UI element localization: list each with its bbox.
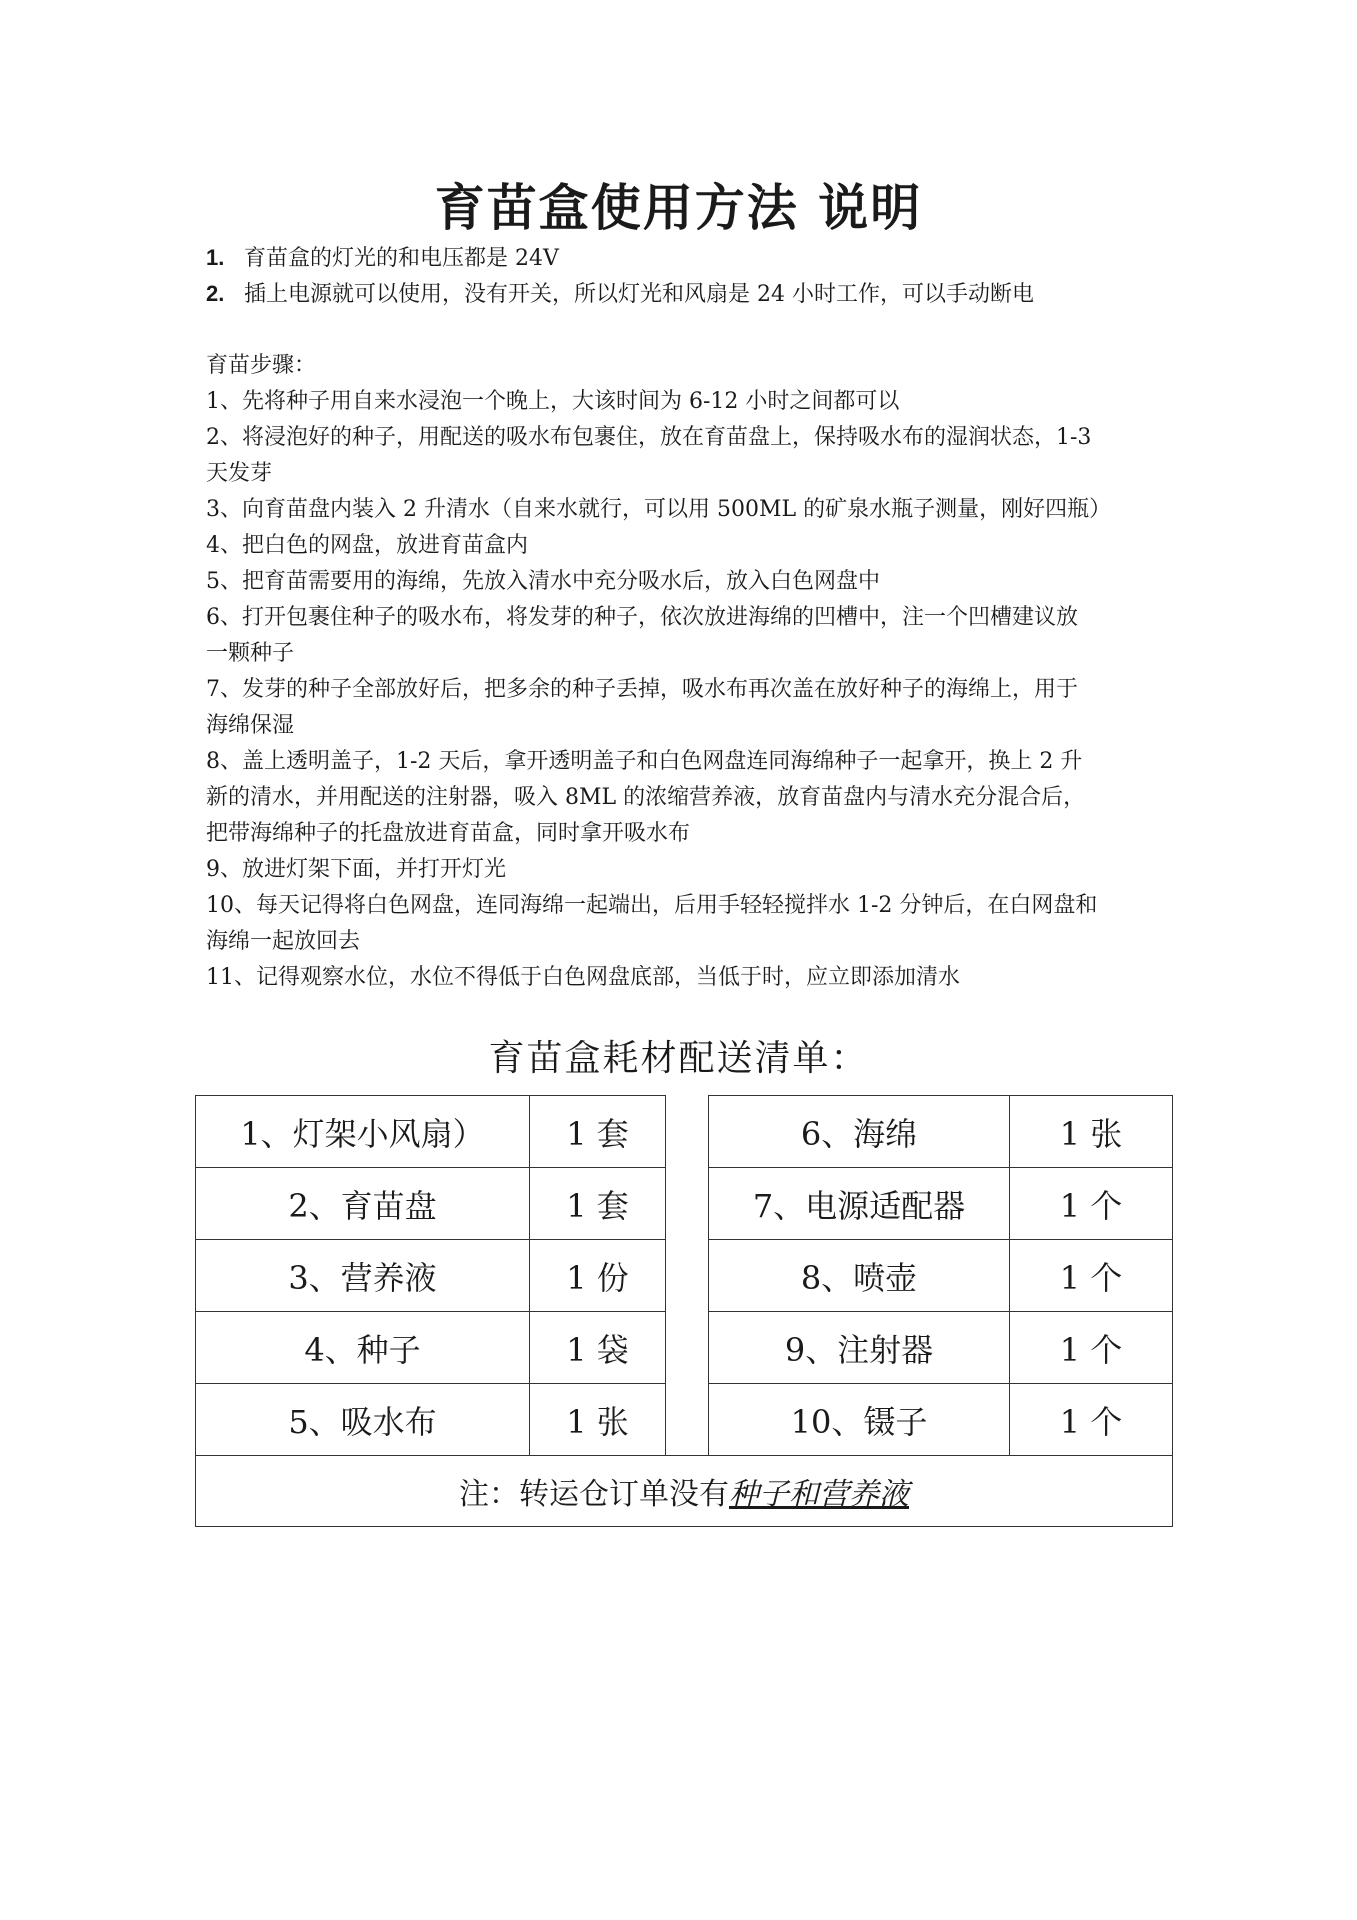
notes-list (206, 240, 1166, 312)
step-line: 11、记得观察水位，水位不得低于白色网盘底部，当低于时，应立即添加清水 (206, 965, 960, 990)
column-gap (666, 1096, 709, 1168)
note-item (206, 276, 1166, 312)
note-number: 2. (206, 281, 225, 306)
item-quantity: 1 个 (1010, 1168, 1173, 1240)
step-line: 4、把白色的网盘，放进育苗盒内 (206, 533, 528, 558)
item-name: 3、营养液 (196, 1240, 530, 1312)
item-name: 7、电源适配器 (709, 1168, 1010, 1240)
item-quantity: 1 个 (1010, 1384, 1173, 1456)
item-name: 10、镊子 (709, 1384, 1010, 1456)
item-quantity: 1 个 (1010, 1312, 1173, 1384)
table-row (196, 1168, 1173, 1240)
step-line: 3、向育苗盘内装入 2 升清水（自来水就行，可以用 500ML 的矿泉水瓶子测量，刚好四瓶） (206, 497, 1112, 522)
supplies-heading: 育苗盒耗材配送清单： (488, 1038, 869, 1079)
table-row (196, 1240, 1173, 1312)
footnote-cell (196, 1456, 1173, 1527)
item-name: 1、灯架小风扇） (196, 1096, 530, 1168)
steps-list (206, 384, 1166, 996)
note-text: 插上电源就可以使用，没有开关，所以灯光和风扇是 24 小时工作，可以手动断电 (244, 282, 1034, 307)
step-line: 一颗种子 (206, 641, 295, 666)
step-line: 把带海绵种子的托盘放进育苗盒，同时拿开吸水布 (206, 821, 691, 846)
item-name: 9、注射器 (709, 1312, 1010, 1384)
column-gap (666, 1312, 709, 1384)
table-row (196, 1384, 1173, 1456)
column-gap (666, 1384, 709, 1456)
page-title: 育苗盒使用方法 说明 (434, 178, 923, 237)
step-line: 天发芽 (206, 461, 273, 486)
item-name: 5、吸水布 (196, 1384, 530, 1456)
item-quantity: 1 张 (1010, 1096, 1173, 1168)
step-line: 10、每天记得将白色网盘，连同海绵一起端出，后用手轻轻搅拌水 1-2 分钟后，在白网盘和 (206, 893, 1098, 918)
column-gap (666, 1240, 709, 1312)
note-text: 育苗盒的灯光的和电压都是 24V (244, 246, 559, 271)
supplies-table (195, 1095, 1173, 1527)
item-name: 4、种子 (196, 1312, 530, 1384)
step-line: 2、将浸泡好的种子，用配送的吸水布包裹住，放在育苗盘上，保持吸水布的湿润状态，1-3 (206, 425, 1092, 450)
step-line: 新的清水，并用配送的注射器，吸入 8ML 的浓缩营养液，放育苗盘内与清水充分混合后， (206, 785, 1086, 810)
item-quantity: 1 个 (1010, 1240, 1173, 1312)
item-name: 6、海绵 (709, 1096, 1010, 1168)
step-line: 9、放进灯架下面，并打开灯光 (206, 857, 506, 882)
step-line: 6、打开包裹住种子的吸水布，将发芽的种子，依次放进海绵的凹槽中，注一个凹槽建议放 (206, 605, 1079, 630)
footnote-text: 注：转运仓订单没有 (459, 1477, 729, 1512)
item-quantity: 1 套 (530, 1168, 666, 1240)
step-line: 海绵保湿 (206, 713, 295, 738)
note-number: 1. (206, 245, 225, 270)
item-name: 8、喷壶 (709, 1240, 1010, 1312)
item-quantity: 1 袋 (530, 1312, 666, 1384)
step-line: 1、先将种子用自来水浸泡一个晚上，大该时间为 6-12 小时之间都可以 (206, 389, 900, 414)
note-item (206, 240, 1166, 276)
steps-heading: 育苗步骤： (206, 353, 317, 378)
table-row (196, 1312, 1173, 1384)
item-quantity: 1 套 (530, 1096, 666, 1168)
table-row (196, 1096, 1173, 1168)
step-line: 5、把育苗需要用的海绵，先放入清水中充分吸水后，放入白色网盘中 (206, 569, 880, 594)
item-name: 2、育苗盘 (196, 1168, 530, 1240)
column-gap (666, 1168, 709, 1240)
item-quantity: 1 份 (530, 1240, 666, 1312)
step-line: 8、盖上透明盖子，1-2 天后，拿开透明盖子和白色网盘连同海绵种子一起拿开，换上 2 升 (206, 749, 1083, 774)
footnote-emphasis: 种子和营养液 (729, 1477, 909, 1512)
table-row (196, 1456, 1173, 1527)
step-line: 7、发芽的种子全部放好后，把多余的种子丢掉，吸水布再次盖在放好种子的海绵上，用于 (206, 677, 1079, 702)
item-quantity: 1 张 (530, 1384, 666, 1456)
step-line: 海绵一起放回去 (206, 929, 361, 954)
